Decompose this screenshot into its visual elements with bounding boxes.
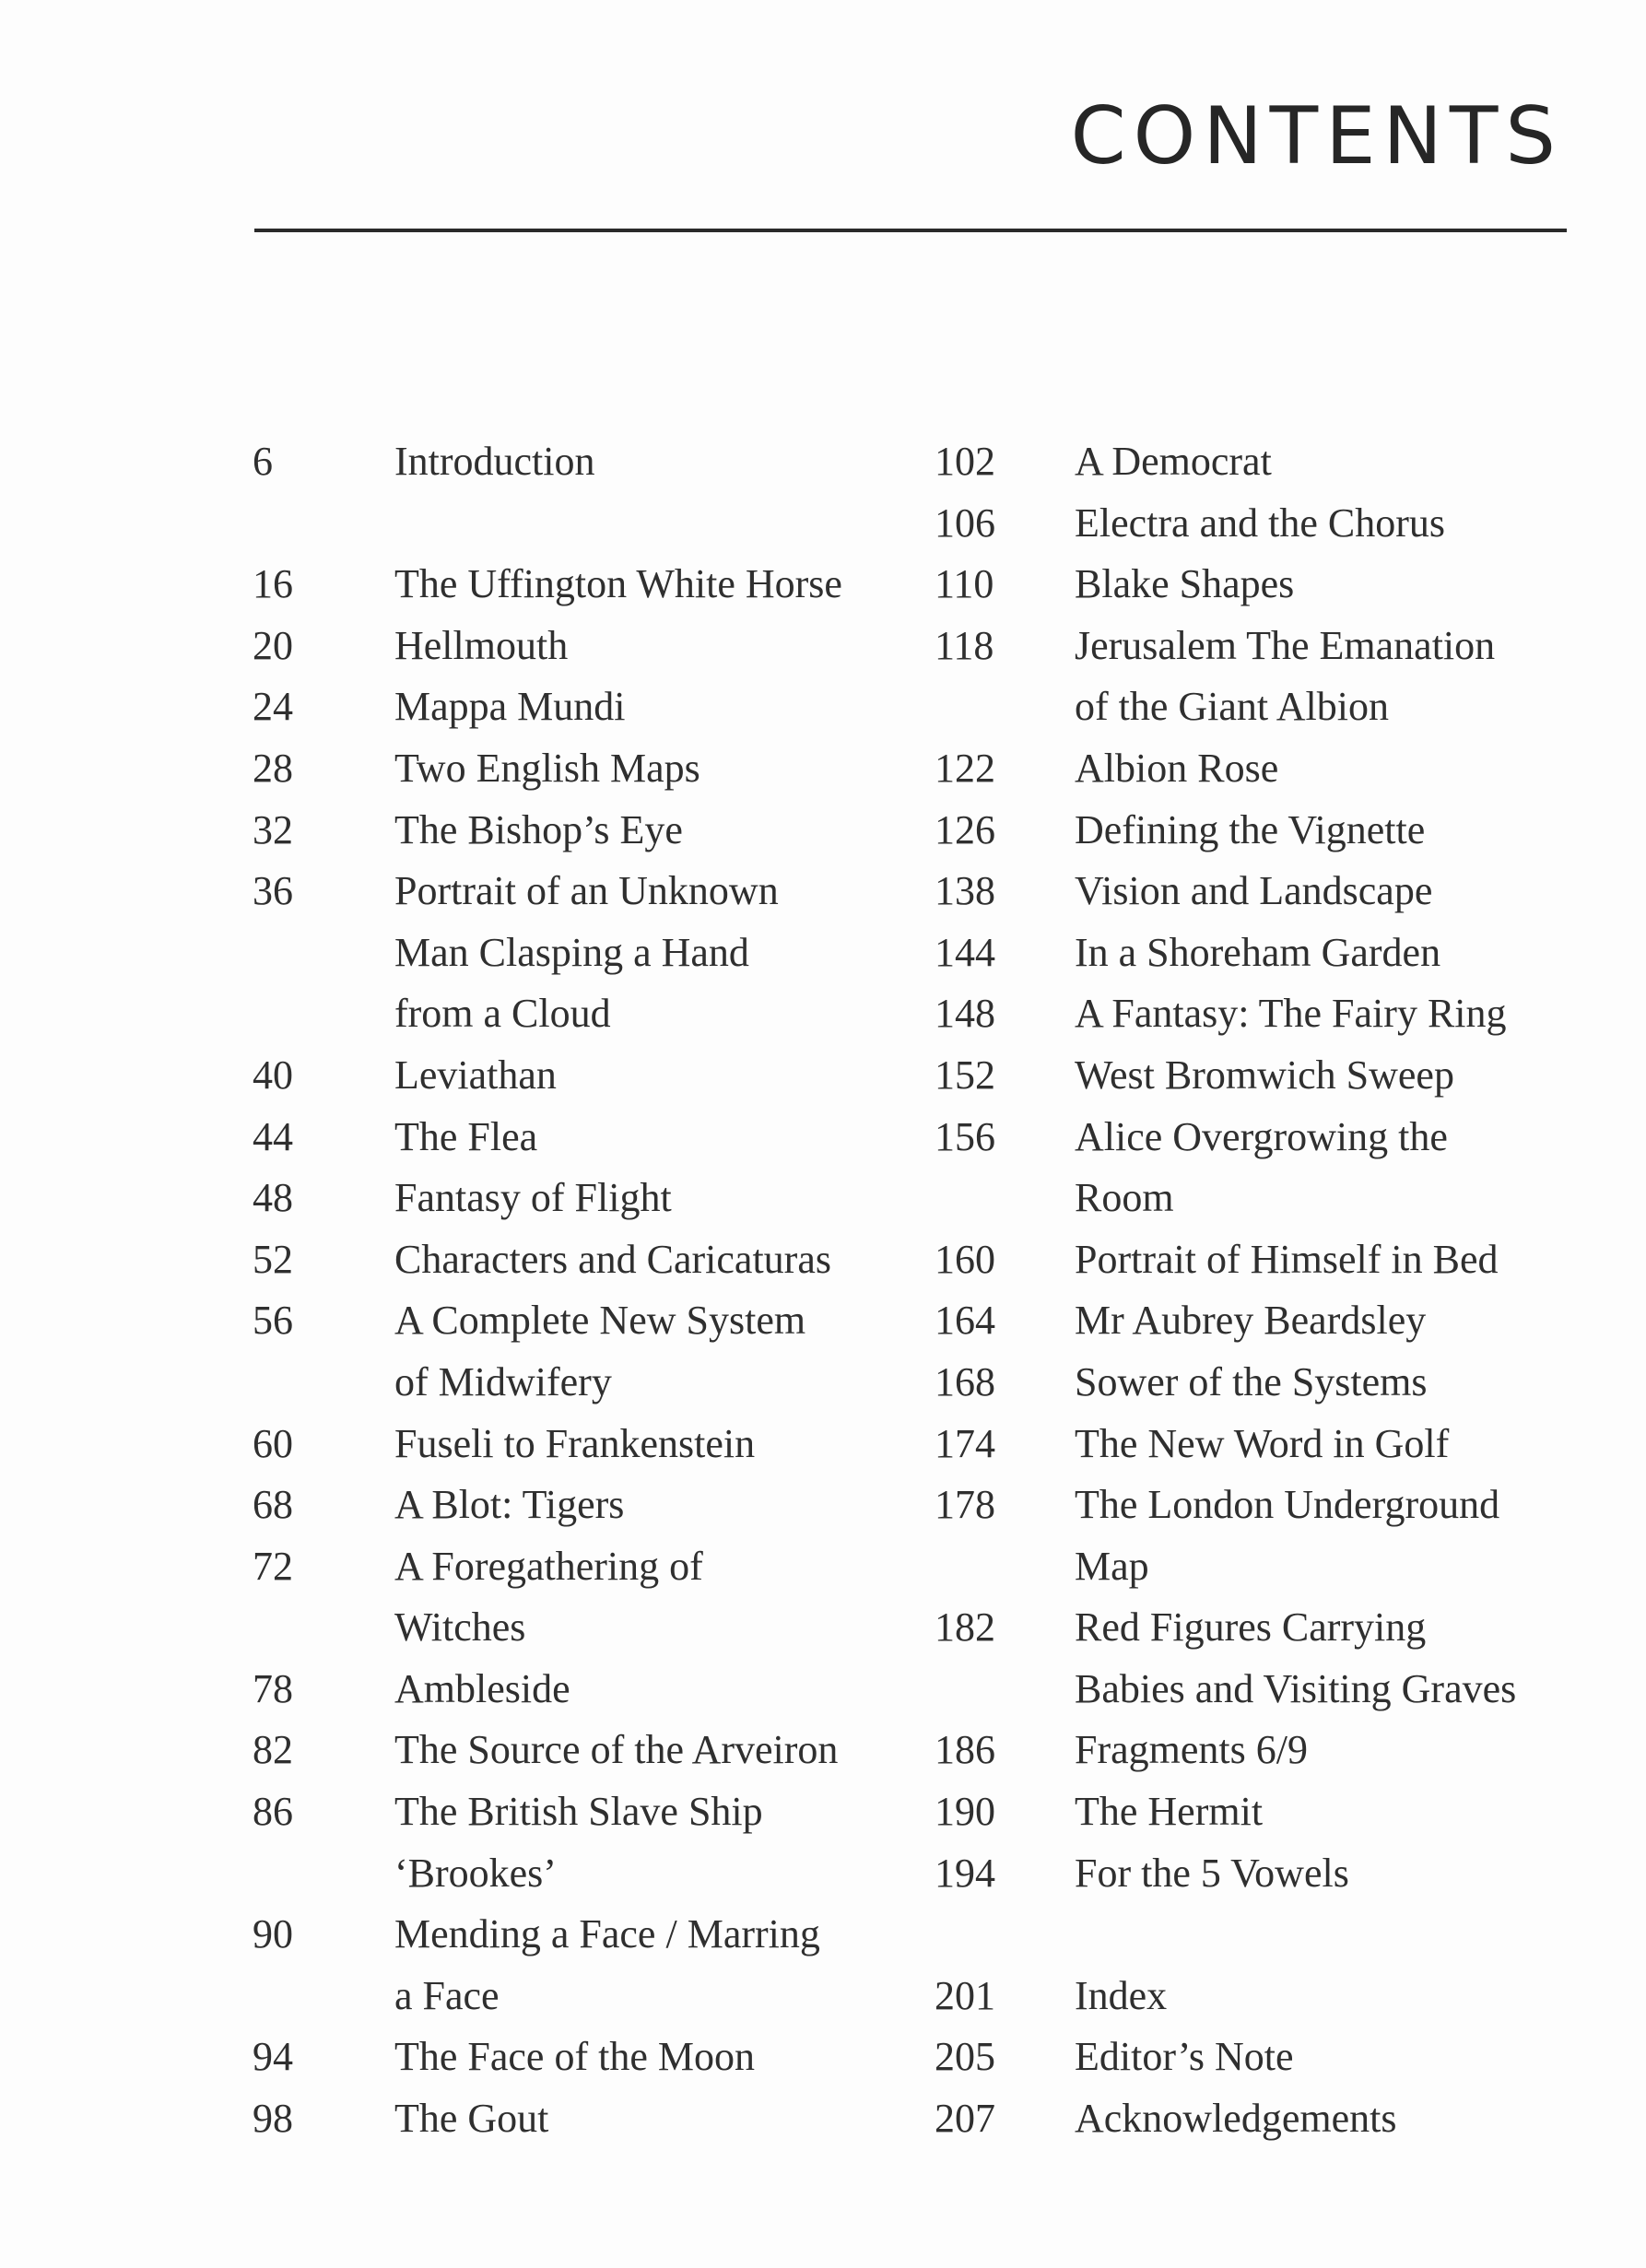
page-number: 126 [935,806,995,852]
page-number: 44 [253,1113,293,1159]
page-number: 118 [935,622,994,668]
entry-title-line: A Complete New System [394,1298,806,1344]
page-number: 186 [935,1727,995,1773]
entry-title [1075,1966,1580,2027]
entry-title [1075,554,1580,616]
page-number: 6 [253,439,273,484]
page-number: 28 [253,745,293,791]
toc-entry[interactable] [935,1597,1580,1720]
entry-title [1075,800,1580,862]
toc-entry[interactable] [935,983,1580,1045]
toc-entry[interactable] [253,616,898,677]
toc-entry[interactable] [253,1045,898,1107]
toc-entry[interactable] [935,2088,1580,2150]
toc-entry[interactable] [253,1290,898,1413]
page-number: 205 [935,2034,995,2080]
entry-title [394,800,898,862]
page-number: 40 [253,1052,293,1098]
entry-title [1075,1107,1580,1229]
page-number: 110 [935,561,994,607]
page-number: 164 [935,1298,995,1344]
entry-title [1075,922,1580,984]
entry-title [394,1229,898,1291]
toc-entry[interactable] [253,2027,898,2088]
page-title: CONTENTS [1070,90,1563,182]
entry-title-line: Defining the Vignette [1075,806,1426,852]
page-number: 56 [253,1298,293,1344]
toc-entry[interactable] [253,2088,898,2150]
heading-rule [254,229,1567,232]
page-number: 20 [253,622,293,668]
entry-title-line: Editor’s Note [1075,2034,1294,2080]
entry-title-line: Ambleside [394,1665,570,1711]
toc-entry[interactable] [253,1781,898,1904]
entry-title [394,676,898,738]
toc-entry[interactable] [253,738,898,800]
entry-title-line: Babies and Visiting Graves [1075,1665,1517,1711]
entry-title [394,1659,898,1721]
page-number: 207 [935,2096,995,2142]
page-number: 201 [935,1972,995,2018]
page-number: 148 [935,991,995,1037]
entry-title-line: Mappa Mundi [394,684,626,730]
entry-title [394,1290,898,1413]
entry-title-line: Witches [394,1604,526,1651]
entry-title-line: Map [1075,1543,1149,1589]
entry-title-line: Characters and Caricaturas [394,1236,831,1282]
page-number: 190 [935,1789,995,1835]
entry-title-line: The Bishop’s Eye [394,806,683,852]
toc-entry[interactable] [935,1107,1580,1229]
entry-title-line: from a Cloud [394,991,611,1037]
toc-entry[interactable] [935,554,1580,616]
section-gap [253,493,898,555]
entry-title-line: Hellmouth [394,622,569,668]
entry-title-line: For the 5 Vowels [1075,1850,1349,1896]
page-number: 182 [935,1604,995,1651]
entry-title-line: Alice Overgrowing the [1075,1113,1448,1159]
entry-title [1075,738,1580,800]
entry-title [1075,493,1580,555]
toc-entry[interactable] [935,493,1580,555]
entry-title [394,1904,898,2027]
entry-title-line: Room [1075,1175,1174,1221]
entry-title-line: The Gout [394,2096,549,2142]
toc-entry[interactable] [253,431,898,493]
entry-title-line: Leviathan [394,1052,557,1098]
entry-title-line: Mr Aubrey Beardsley [1075,1298,1427,1344]
entry-title-line: Fantasy of Flight [394,1175,672,1221]
entry-title-line: Albion Rose [1075,745,1279,791]
toc-entry[interactable] [935,1414,1580,1475]
page-number: 16 [253,561,293,607]
section-gap [935,1904,1580,1966]
entry-title-line: The London Underground [1075,1482,1500,1528]
entry-title-line: Fuseli to Frankenstein [394,1420,756,1466]
entry-title-line: The Face of the Moon [394,2034,755,2080]
toc-entry[interactable] [253,676,898,738]
toc-entry[interactable] [253,554,898,616]
entry-title-line: of Midwifery [394,1358,612,1404]
entry-title [394,1475,898,1536]
page-number: 24 [253,684,293,730]
entry-title [1075,1781,1580,1843]
entry-title [394,1781,898,1904]
page-number: 168 [935,1358,995,1404]
toc-entry[interactable] [935,2027,1580,2088]
entry-title-line: Man Clasping a Hand [394,929,749,975]
toc-entry[interactable] [935,1843,1580,1905]
entry-title-line: A Fantasy: The Fairy Ring [1075,991,1507,1037]
entry-title-line: A Democrat [1075,439,1272,484]
entry-title-line: The Hermit [1075,1789,1264,1835]
entry-title-line: Index [1075,1972,1168,2018]
entry-title [1075,1720,1580,1781]
entry-title [1075,616,1580,738]
page-number: 178 [935,1482,995,1528]
page-number: 122 [935,745,995,791]
entry-title [1075,2088,1580,2150]
entry-title [394,1720,898,1781]
page-number: 60 [253,1420,293,1466]
page-number: 86 [253,1789,293,1835]
page-number: 98 [253,2096,293,2142]
entry-title [1075,1290,1580,1352]
entry-title [1075,861,1580,922]
entry-title-line: Blake Shapes [1075,561,1295,607]
page-number: 90 [253,1911,293,1957]
entry-title [1075,983,1580,1045]
toc-entry[interactable] [253,861,898,1045]
entry-title [394,616,898,677]
page-number: 36 [253,868,293,914]
entry-title-line: of the Giant Albion [1075,684,1389,730]
entry-title [394,1107,898,1169]
entry-title-line: a Face [394,1972,500,2018]
toc-entry[interactable] [253,1720,898,1781]
entry-title-line: West Bromwich Sweep [1075,1052,1454,1098]
toc-entry[interactable] [253,1414,898,1475]
entry-title [1075,2027,1580,2088]
entry-title-line: Mending a Face / Marring [394,1911,820,1957]
entry-title [1075,1045,1580,1107]
page-number: 78 [253,1665,293,1711]
entry-title-line: Sower of the Systems [1075,1358,1428,1404]
page-number: 48 [253,1175,293,1221]
entry-title-line: ‘Brookes’ [394,1850,557,1896]
toc-entry[interactable] [253,1229,898,1291]
toc-entry[interactable] [253,1904,898,2027]
entry-title-line: Introduction [394,439,595,484]
toc-entry[interactable] [935,1352,1580,1414]
page-number: 160 [935,1236,995,1282]
entry-title-line: Portrait of an Unknown [394,868,779,914]
entry-title-line: The Source of the Arveiron [394,1727,839,1773]
entry-title [1075,1843,1580,1905]
entry-title-line: A Blot: Tigers [394,1482,625,1528]
entry-title-line: Acknowledgements [1075,2096,1397,2142]
toc-entry[interactable] [935,616,1580,738]
entry-title-line: Red Figures Carrying [1075,1604,1427,1651]
entry-title-line: The British Slave Ship [394,1789,763,1835]
toc-entry[interactable] [253,800,898,862]
entry-title [1075,1475,1580,1597]
entry-title-line: A Foregathering of [394,1543,703,1589]
toc-entry[interactable] [935,1781,1580,1843]
entry-title [394,1168,898,1229]
entry-title [394,554,898,616]
toc-entry[interactable] [935,922,1580,984]
page-number: 174 [935,1420,995,1466]
toc-entry[interactable] [935,800,1580,862]
toc-entry[interactable] [935,1966,1580,2027]
toc-entry[interactable] [935,1045,1580,1107]
toc-entry[interactable] [253,1168,898,1229]
toc-column-left [253,431,898,2150]
toc-entry[interactable] [935,1229,1580,1291]
entry-title [394,738,898,800]
toc-entry[interactable] [253,1536,898,1659]
page-number: 144 [935,929,995,975]
entry-title [1075,1352,1580,1414]
entry-title-line: In a Shoreham Garden [1075,929,1441,975]
entry-title [1075,1597,1580,1720]
page-number: 138 [935,868,995,914]
entry-title-line: Fragments 6/9 [1075,1727,1308,1773]
page-number: 72 [253,1543,293,1589]
entry-title-line: Electra and the Chorus [1075,499,1445,546]
page-number: 52 [253,1236,293,1282]
page-number: 106 [935,499,995,546]
page-number: 82 [253,1727,293,1773]
entry-title-line: Portrait of Himself in Bed [1075,1236,1499,1282]
toc-entry[interactable] [253,1475,898,1536]
toc-entry[interactable] [935,431,1580,493]
toc-entry[interactable] [935,1290,1580,1352]
page-number: 32 [253,806,293,852]
page-number: 194 [935,1850,995,1896]
entry-title [1075,1414,1580,1475]
page-number: 68 [253,1482,293,1528]
page-number: 102 [935,439,995,484]
entry-title [394,431,898,493]
entry-title-line: The New Word in Golf [1075,1420,1450,1466]
entry-title [394,1536,898,1659]
page-number: 156 [935,1113,995,1159]
entry-title [394,861,898,1045]
entry-title-line: The Flea [394,1113,538,1159]
toc-entry[interactable] [253,1659,898,1721]
entry-title-line: Two English Maps [394,745,700,791]
toc-entry[interactable] [935,1720,1580,1781]
toc-column-right [935,431,1580,2150]
entry-title [1075,1229,1580,1291]
page-number: 152 [935,1052,995,1098]
entry-title [394,1045,898,1107]
entry-title [394,2088,898,2150]
entry-title [394,2027,898,2088]
entry-title-line: Jerusalem The Emanation [1075,622,1496,668]
toc-entry[interactable] [935,1475,1580,1597]
entry-title [394,1414,898,1475]
entry-title-line: Vision and Landscape [1075,868,1433,914]
entry-title [1075,431,1580,493]
page-number: 94 [253,2034,293,2080]
toc-entry[interactable] [935,738,1580,800]
toc-entry[interactable] [253,1107,898,1169]
toc-entry[interactable] [935,861,1580,922]
entry-title-line: The Uffington White Horse [394,561,842,607]
